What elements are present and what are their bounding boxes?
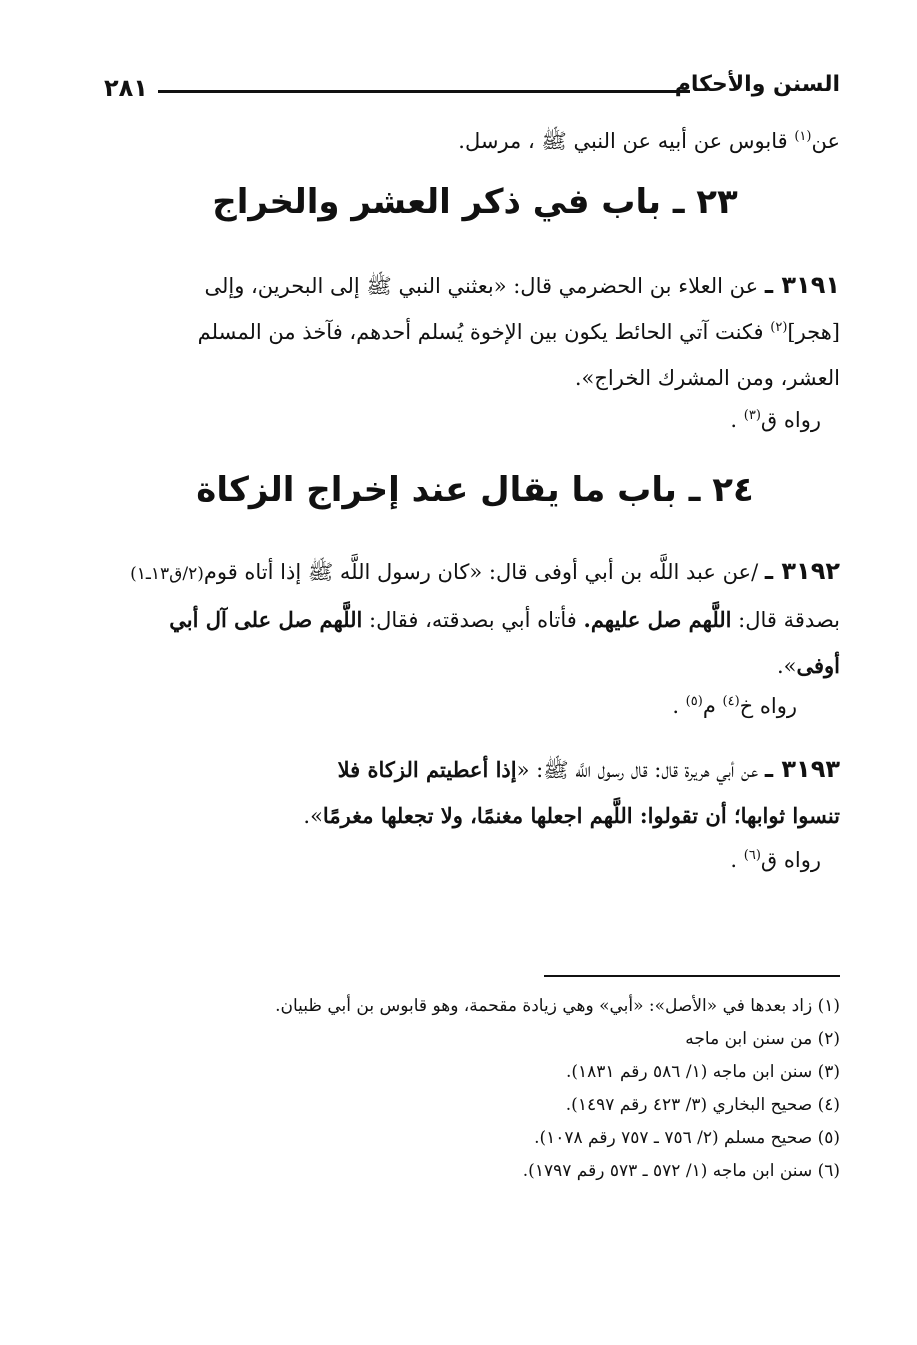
hadith-text-line1: عن العلاء بن الحضرمي قال: «بعثني النبي ﷺ إلى البحرين، وإلى bbox=[204, 274, 765, 298]
chapter-heading-23: ٢٣ ـ باب في ذكر العشر والخراج bbox=[212, 182, 738, 222]
footnotes bbox=[110, 990, 840, 1188]
hadith-3191 bbox=[110, 262, 840, 401]
intro-before: عن bbox=[811, 129, 840, 153]
hadith-3192-source bbox=[672, 694, 797, 718]
footnote-marker: (٦) bbox=[743, 848, 761, 863]
running-header bbox=[104, 72, 840, 108]
footnote-marker: (١) bbox=[794, 129, 812, 144]
footnote-2: (٢) من سنن ابن ماجه bbox=[685, 1029, 840, 1049]
page-number: ٢٨١ bbox=[104, 74, 148, 102]
footnote-marker: (٤) bbox=[722, 694, 740, 709]
source-end: . bbox=[672, 694, 686, 718]
hadith-number: ٣١٩١ ـ bbox=[764, 271, 840, 299]
header-rule bbox=[158, 90, 690, 93]
hadith-text-bracket: [هجر] bbox=[787, 320, 840, 344]
source-end: . bbox=[730, 848, 744, 872]
manuscript-ref: (٢/ق١٣ـ١) bbox=[130, 564, 204, 584]
hadith-text-line2: فكنت آتي الحائط يكون بين الإخوة يُسلم أحدهم، فآخذ من المسلم bbox=[197, 320, 771, 344]
hadith-text-end: ». bbox=[303, 804, 323, 828]
footnote-6: (٦) سنن ابن ماجه (١/ ٥٧٢ ـ ٥٧٣ رقم ١٧٩٧). bbox=[522, 1161, 840, 1181]
hadith-number: ٣١٩٢ ـ bbox=[764, 557, 840, 585]
chapter-heading-24: ٢٤ ـ باب ما يقال عند إخراج الزكاة bbox=[196, 470, 754, 510]
hadith-quote-2: تنسوا ثوابها؛ أن تقولوا: اللَّهم اجعلها مغنمًا، ولا تجعلها مغرمًا bbox=[322, 803, 840, 828]
footnote-5: (٥) صحيح مسلم (٢/ ٧٥٦ ـ ٧٥٧ رقم ١٠٧٨). bbox=[534, 1128, 840, 1148]
hadith-text-line1: /عن عبد اللَّه بن أبي أوفى قال: «كان رسول اللَّه ﷺ إذا أتاه قوم bbox=[203, 560, 765, 584]
source-text: رواه خ bbox=[739, 694, 797, 718]
hadith-3193 bbox=[110, 746, 840, 839]
hadith-text-line2c: فأتاه أبي بصدقته، فقال: bbox=[362, 608, 584, 632]
hadith-text-line3: أوفى bbox=[796, 653, 840, 678]
hadith-3193-source bbox=[730, 848, 821, 872]
hadith-text-line3: العشر، ومن المشرك الخراج». bbox=[574, 366, 840, 390]
hadith-quote-2: اللَّهم صل على آل أبي bbox=[169, 607, 363, 632]
hadith-text-line1: عن أبي هريرة قال: قال رسول اللَّه ﷺ: « bbox=[516, 758, 765, 782]
source-end: . bbox=[730, 408, 744, 432]
footnote-separator bbox=[544, 975, 840, 977]
hadith-text-line2a: بصدقة قال: bbox=[731, 608, 840, 632]
source-mid: م bbox=[702, 694, 723, 718]
footnote-marker: (٢) bbox=[770, 320, 788, 335]
source-text: رواه ق bbox=[760, 848, 821, 872]
hadith-3192 bbox=[70, 548, 840, 689]
footnote-marker: (٣) bbox=[743, 408, 761, 423]
footnote-1: (١) زاد بعدها في «الأصل»: «أبي» وهي زيادة مقحمة، وهو قابوس بن أبي ظبيان. bbox=[275, 996, 840, 1016]
hadith-quote-1: اللَّهم صل عليهم. bbox=[583, 607, 732, 632]
footnote-3: (٣) سنن ابن ماجه (١/ ٥٨٦ رقم ١٨٣١). bbox=[565, 1062, 840, 1082]
hadith-3191-source bbox=[730, 408, 821, 432]
hadith-number: ٣١٩٣ ـ bbox=[764, 755, 840, 783]
hadith-text-end: ». bbox=[776, 654, 797, 678]
intro-text: قابوس عن أبيه عن النبي ﷺ ، مرسل. bbox=[458, 129, 795, 153]
footnote-4: (٤) صحيح البخاري (٣/ ٤٢٣ رقم ١٤٩٧). bbox=[565, 1095, 840, 1115]
hadith-quote-1: إذا أعطيتم الزكاة فلا bbox=[337, 757, 517, 782]
running-title: السنن والأحكام bbox=[674, 72, 840, 97]
footnote-marker: (٥) bbox=[685, 694, 703, 709]
source-text: رواه ق bbox=[760, 408, 821, 432]
intro-paragraph bbox=[110, 118, 840, 164]
